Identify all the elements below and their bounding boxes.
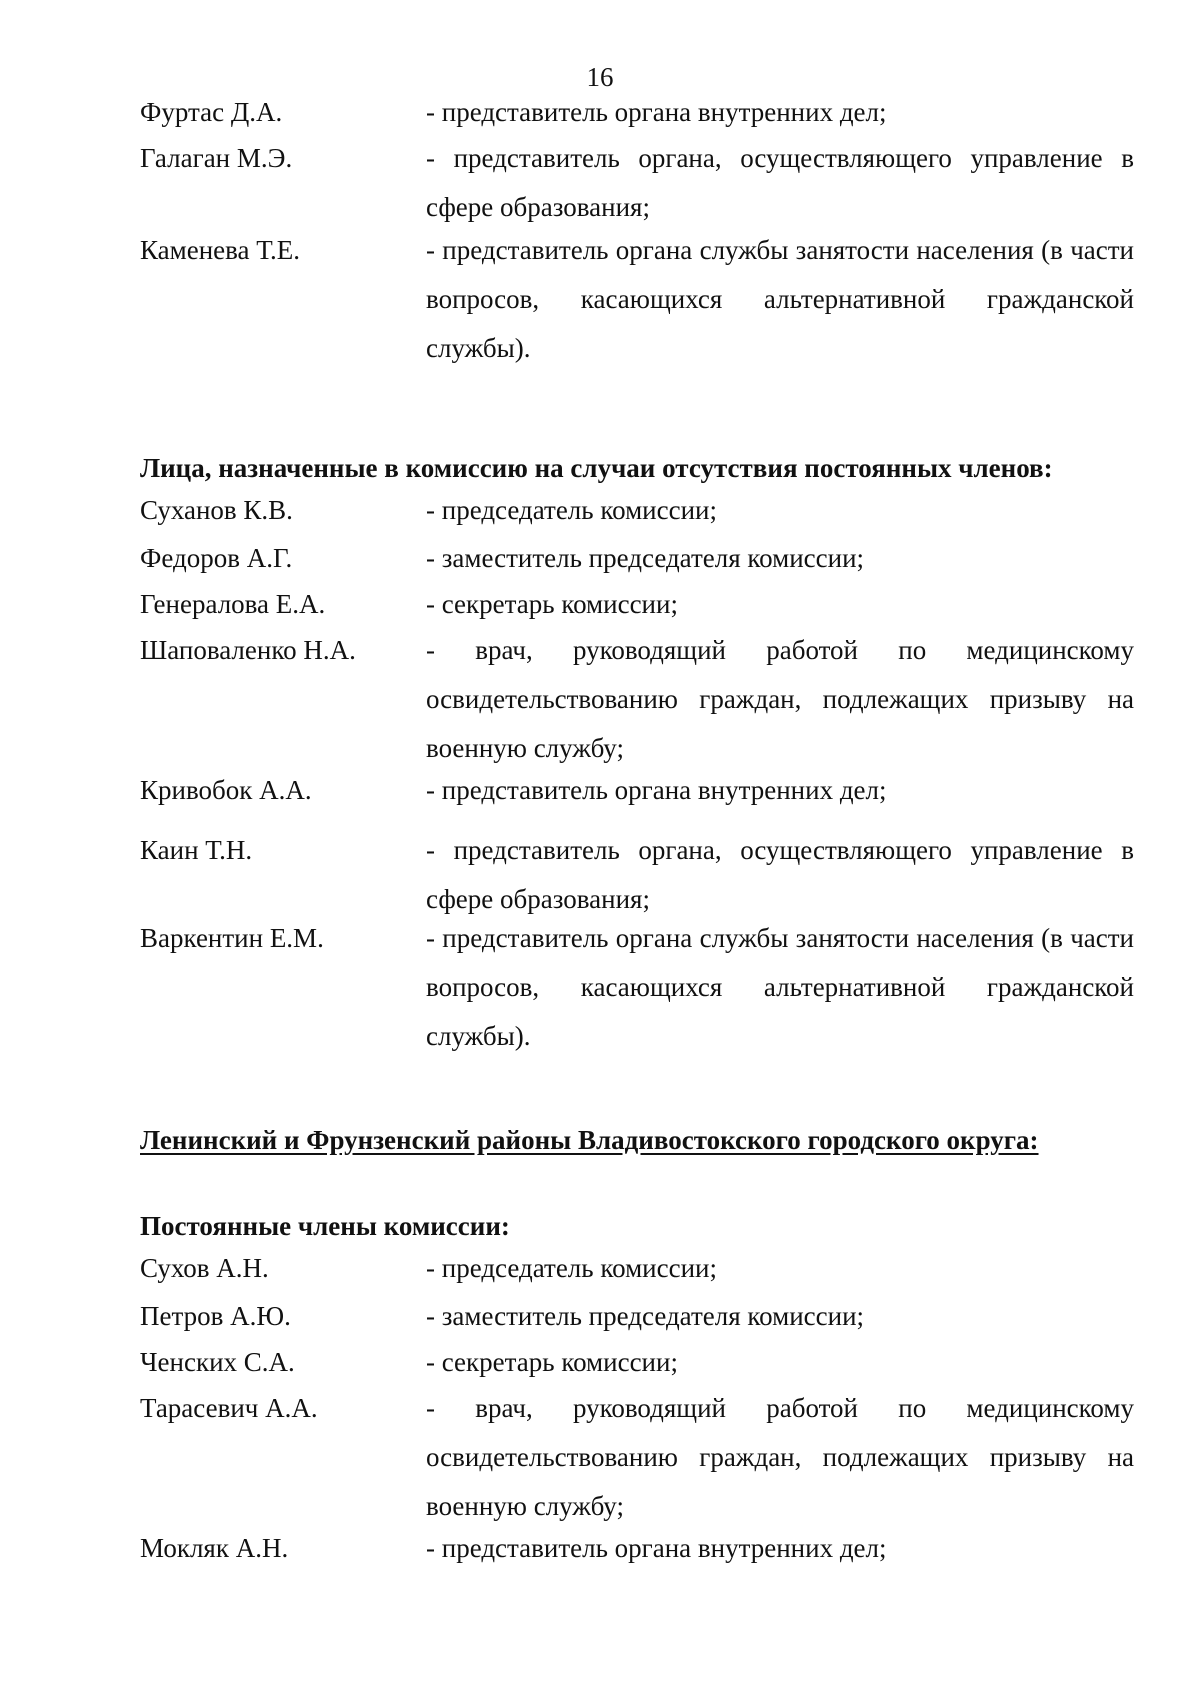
member-role: - представитель органа внутренних дел;	[426, 97, 887, 127]
member-name: Фуртас Д.А.	[140, 97, 283, 127]
page-number: 16	[586, 62, 614, 92]
member-name: Кривобок А.А.	[140, 775, 312, 805]
permanent-members-heading: Постоянные члены комиссии:	[140, 1211, 510, 1241]
member-name: Каменева Т.Е.	[140, 235, 301, 265]
member-role: - председатель комиссии;	[426, 1253, 717, 1283]
member-role: - секретарь комиссии;	[426, 589, 678, 619]
member-name: Петров А.Ю.	[140, 1301, 291, 1331]
member-role: - врач, руководящий работой по медицинскому освидетельствованию граждан, подлежащих призыву на военную службу;	[426, 635, 1134, 763]
member-name: Каин Т.Н.	[140, 835, 253, 865]
district-heading: Ленинский и Фрунзенский районы Владивостокского городского округа:	[140, 1125, 1039, 1155]
member-name: Галаган М.Э.	[140, 143, 293, 173]
member-role: - заместитель председателя комиссии;	[426, 1301, 865, 1331]
member-role: - представитель органа, осуществляющего управление в сфере образования;	[426, 835, 1134, 914]
member-name: Тарасевич А.А.	[140, 1393, 318, 1423]
member-role: - представитель органа службы занятости населения (в части вопросов, касающихся альтернативной гражданской службы).	[426, 923, 1134, 1051]
member-name: Генералова Е.А.	[140, 589, 326, 619]
member-name: Суханов К.В.	[140, 495, 293, 525]
member-role: - представитель органа внутренних дел;	[426, 775, 887, 805]
member-role: - представитель органа, осуществляющего управление в сфере образования;	[426, 143, 1134, 222]
member-name: Варкентин Е.М.	[140, 923, 324, 953]
member-role: - председатель комиссии;	[426, 495, 717, 525]
member-role: - врач, руководящий работой по медицинскому освидетельствованию граждан, подлежащих призыву на военную службу;	[426, 1393, 1134, 1521]
member-name: Сухов А.Н.	[140, 1253, 269, 1283]
member-role: - заместитель председателя комиссии;	[426, 543, 865, 573]
member-name: Ченских С.А.	[140, 1347, 295, 1377]
member-role: - секретарь комиссии;	[426, 1347, 678, 1377]
member-name: Мокляк А.Н.	[140, 1533, 289, 1563]
member-name: Шаповаленко Н.А.	[140, 635, 356, 665]
member-name: Федоров А.Г.	[140, 543, 293, 573]
substitutes-heading: Лица, назначенные в комиссию на случаи отсутствия постоянных членов:	[140, 453, 1053, 483]
member-role: - представитель органа внутренних дел;	[426, 1533, 887, 1563]
member-role: - представитель органа службы занятости населения (в части вопросов, касающихся альтернативной гражданской службы).	[426, 235, 1134, 363]
